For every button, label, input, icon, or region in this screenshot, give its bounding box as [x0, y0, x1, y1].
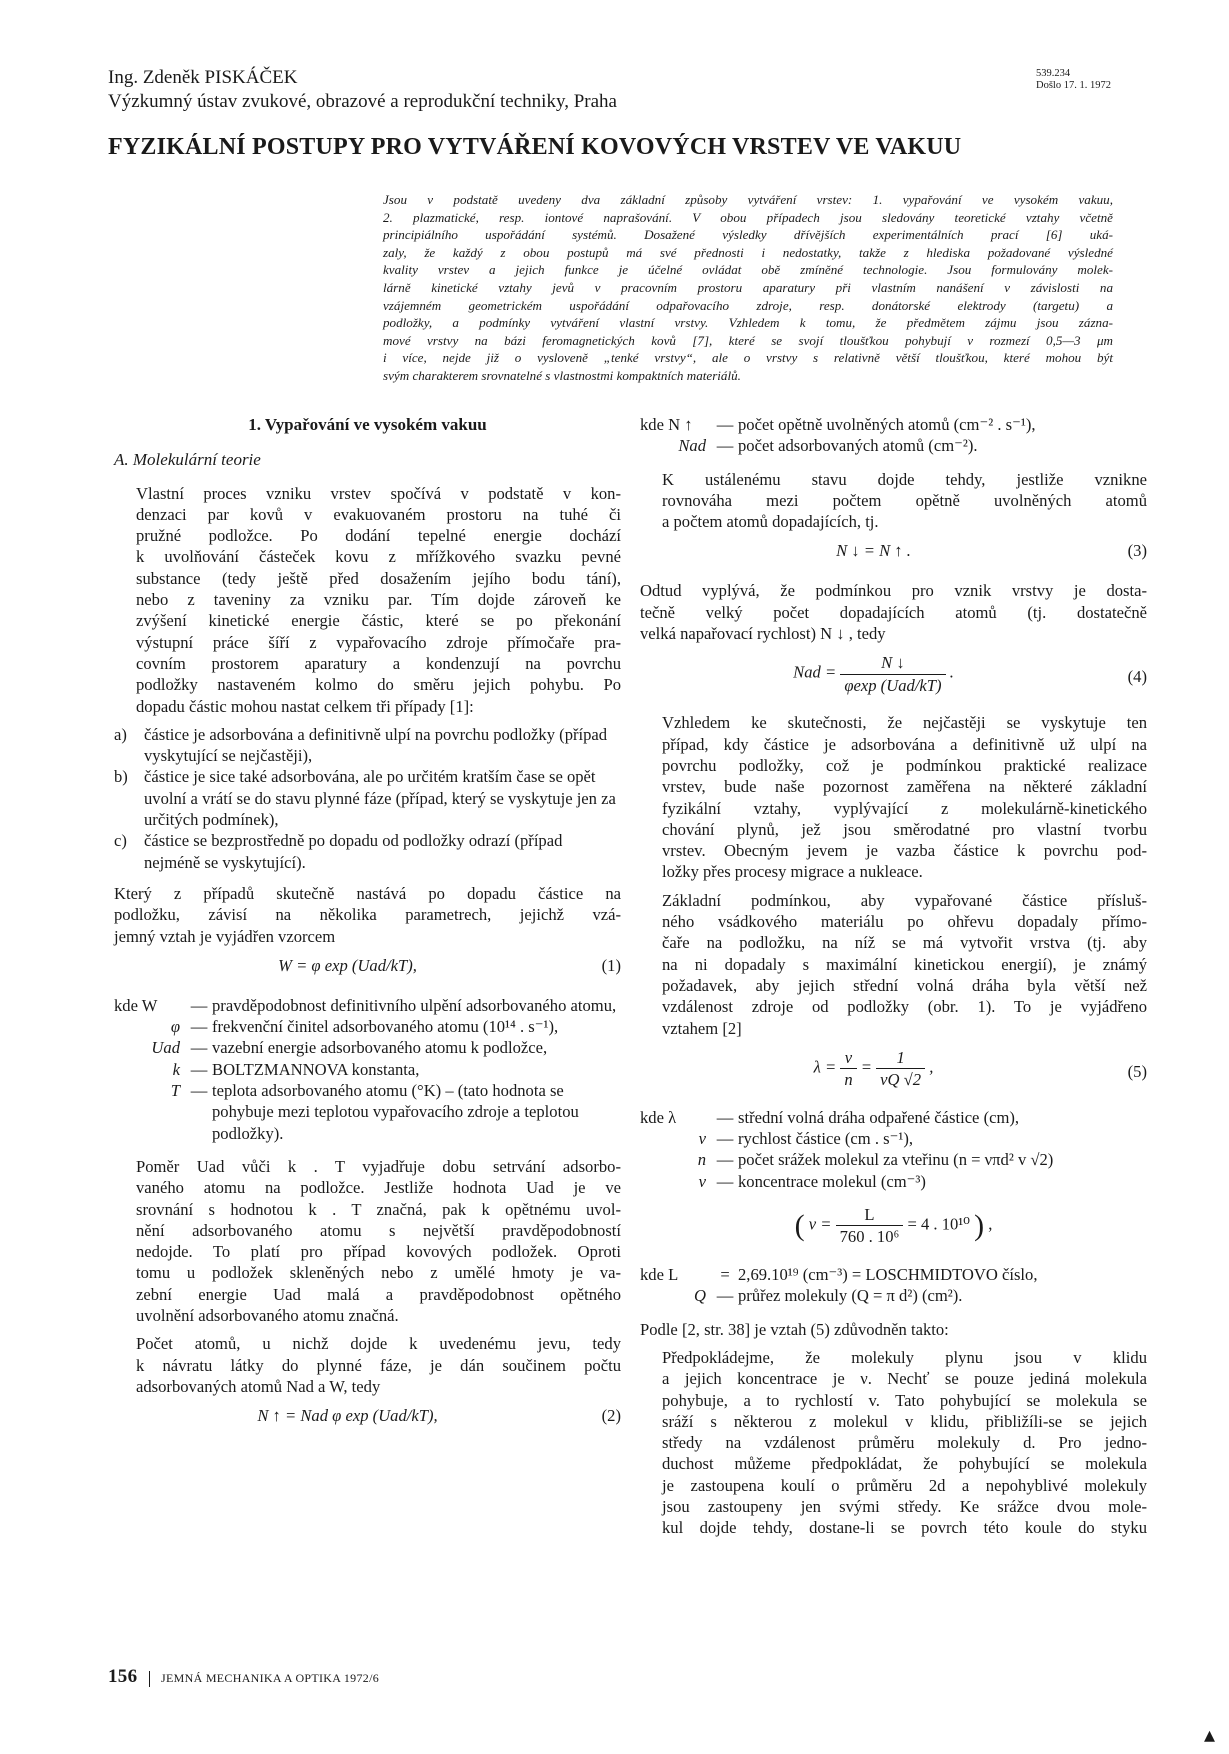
definition-dash: —	[190, 995, 208, 1015]
paragraph	[640, 1319, 1147, 1340]
definition-row	[114, 1059, 621, 1080]
eq5-equals: =	[860, 1057, 872, 1077]
equation-number: (4)	[1127, 667, 1147, 687]
article-title: FYZIKÁLNÍ POSTUPY PRO VYTVÁŘENÍ KOVOVÝCH VRSTEV VE VAKUU	[108, 134, 962, 160]
symbol-definitions	[114, 995, 621, 1144]
equation-expression: N ↓ = N ↑ .	[836, 541, 911, 561]
paragraph	[640, 890, 1147, 1039]
text-line: požadavek, aby jejich střední volná dráha byla větší než	[662, 975, 1147, 995]
abstract-line: zaly, že každý z obou postupů má své přednosti i nedostatky, takže z hlediska požadované výsledné	[383, 244, 1113, 260]
text-line: vrstev, bude naše pozornost zaměřena na některé základní	[662, 777, 1147, 797]
eq5-numerator-2: 1	[876, 1047, 925, 1069]
article-meta	[1036, 68, 1111, 92]
text-line: Který z případů skutečně nastává po dopadu částice na	[114, 883, 621, 903]
cases-list	[114, 724, 621, 873]
definition-dash: —	[716, 436, 734, 456]
eq6-denominator: 760 . 10⁶	[839, 1227, 900, 1247]
text-line: jemný vztah je vyjádřen vzorcem	[114, 926, 336, 946]
definition-dash: —	[190, 1081, 208, 1101]
abstract-line: i více, nejde již o vysloveně „tenké vrstvy“, ale o vrstvy s relativně větší tloušťkou, které mohou být	[383, 350, 1113, 366]
definition-dash: —	[190, 1017, 208, 1037]
eq6-lhs: ν =	[808, 1214, 832, 1234]
text-line: středy na vzdálenost průměru molekuly d. Pro jedno-	[662, 1433, 1147, 1453]
text-line: kul dojde tehdy, dostane-li se povrch této koule do styku	[662, 1518, 1147, 1538]
text-line: Základní podmínkou, aby vypařované částice přísluš-	[662, 890, 1147, 910]
eq4-numerator: N ↓	[840, 652, 945, 674]
left-paren: (	[794, 1209, 805, 1243]
text-line: je zastoupena koulí o průměru 2d a nepohyblivé molekuly	[662, 1475, 1147, 1495]
text-line: čaře na podložku, na níž se má vytvořit vrstva (tj. aby	[662, 933, 1147, 953]
text-line: Předpokládejme, že molekuly plynu jsou v klidu	[662, 1347, 1147, 1367]
text-line: povrchu podložky, což je podmínkou praktické realizace	[662, 755, 1147, 775]
paragraph	[114, 1333, 621, 1397]
definition-text: počet srážek molekul za vteřinu (n = νπd² v √2)	[738, 1150, 1054, 1170]
definition-text: pravděpodobnost definitivního ulpění adsorbovaného atomu,	[212, 995, 617, 1015]
left-column	[114, 414, 621, 1445]
right-column	[640, 414, 1147, 1546]
definition-symbol: n	[697, 1150, 706, 1170]
equation-4	[640, 652, 1147, 702]
definition-symbol: kde λ	[640, 1107, 677, 1127]
text-line: chování plynů, jež jsou směrodatné pro vlastní tvorbu	[662, 819, 1147, 839]
text-line: zvýšení kinetické energie částic, které se po překonání	[136, 611, 621, 631]
equation-number: (5)	[1127, 1061, 1147, 1081]
equation-expression	[640, 1047, 1107, 1091]
text-line: k návratu látky do plynné fáze, je dán součinem počtu	[136, 1355, 621, 1375]
text-line: k uvolňování částeček kovu z mřížkového svazku pevné	[136, 547, 621, 567]
text-line: velká napařovací rychlost) N ↓ , tedy	[640, 624, 886, 644]
definition-row	[640, 435, 1147, 456]
equation-number: (2)	[601, 1406, 621, 1426]
subsection-heading: A. Molekulární teorie	[114, 450, 261, 470]
text-line: případ, kdy částice je adsorbována a definitivně už ulpí na	[662, 734, 1147, 754]
text-line: duchost můžeme předpokládat, že pohybující se molekula	[662, 1454, 1147, 1474]
eq6-tail: ,	[988, 1214, 993, 1234]
definition-symbol: kde L	[640, 1265, 679, 1285]
definition-symbol: Uad	[151, 1038, 180, 1058]
paragraph	[640, 712, 1147, 882]
text-line: zební energie Uad malá a pravděpodobnost opětného	[136, 1284, 621, 1304]
definition-row	[640, 1128, 1147, 1149]
eq6-rhs: = 4 . 10¹⁰	[907, 1214, 970, 1234]
text-line: pohybuje, a to rychlostí v. Tato pohybující se molekula se	[662, 1390, 1147, 1410]
list-label: a)	[114, 724, 127, 744]
author-block	[108, 66, 617, 114]
text-line: pružné podložce. Po dodání tepelné energie dochází	[136, 526, 621, 546]
journal-name: JEMNÁ MECHANIKA A OPTIKA 1972/6	[161, 1671, 380, 1685]
text-line: ložky přes procesy migrace a nukleace.	[662, 862, 923, 882]
eq5-denominator-1: n	[844, 1070, 853, 1090]
eq5-numerator-1: v	[840, 1047, 856, 1069]
definition-text: rychlost částice (cm . s⁻¹),	[738, 1129, 914, 1149]
equation-1	[114, 955, 621, 985]
abstract-line: principiálního uspořádání systémů. Dosažené výsledky dřívějších experimentálních prací [6] uká-	[383, 227, 1113, 243]
paragraph	[640, 1347, 1147, 1539]
text-line: nění adsorbovaného atomu s největší pravděpodobností	[136, 1220, 621, 1240]
equation-number: (3)	[1127, 541, 1147, 561]
text-line: substance (tedy ještě před dosažením jejího bodu tání),	[136, 568, 621, 588]
abstract-line: svým charakterem srovnatelné s vlastnostmi kompaktních materiálů.	[383, 367, 741, 383]
definition-row	[640, 1285, 1147, 1306]
text-line: denzaci par kovů v evakuovaném prostoru na tuhé či	[136, 504, 621, 524]
definition-dash: —	[716, 1150, 734, 1170]
text-line: na ni dopadaly s maximální kinetickou energií), je známý	[662, 954, 1147, 974]
definition-symbol: k	[172, 1059, 180, 1079]
definition-row	[114, 1080, 621, 1144]
definition-row	[640, 1171, 1147, 1192]
paragraph	[114, 883, 621, 947]
text-line: dopadu částic mohou nastat celkem tři případy [1]:	[136, 696, 474, 716]
symbol-definitions	[640, 414, 1147, 457]
eq5-lhs: λ =	[813, 1057, 837, 1077]
definition-row	[640, 1107, 1147, 1128]
equation-number: (1)	[601, 955, 621, 975]
text-line: jsou zastoupeny jen svými středy. Ke srážce dvou mole-	[662, 1496, 1147, 1516]
definition-dash: —	[190, 1059, 208, 1079]
eq4-denominator: φexp (Uad/kT)	[844, 675, 942, 695]
equation-expression: W = φ exp (Uad/kT),	[278, 955, 417, 975]
abstract-line: podložky, a podmínky vytváření vlastní vrstvy. Vzhledem k tomu, že předmětem zájmu jsou zázna-	[383, 315, 1113, 331]
definition-text: počet opětně uvolněných atomů (cm⁻² . s⁻¹),	[738, 415, 1036, 434]
abstract-line: 2. plazmatické, resp. iontové naprašování. V obou případech jsou sledovány teoretické vztahy včetně	[383, 209, 1113, 225]
text-line: fyzikální vztahy, vyplývající z molekulárně-kinetického	[662, 798, 1147, 818]
eq5-fraction-2	[876, 1047, 925, 1091]
definition-symbol: T	[170, 1081, 180, 1101]
eq4-fraction	[840, 652, 945, 696]
definition-text: BOLTZMANNOVA konstanta,	[212, 1059, 420, 1079]
definition-dash: —	[190, 1038, 208, 1058]
paragraph	[640, 469, 1147, 533]
text-line: adsorbovaných atomů Nad a W, tedy	[136, 1376, 381, 1396]
definition-dash: —	[716, 1171, 734, 1191]
eq5-denominator-2: vQ √2	[880, 1070, 922, 1090]
definition-symbol: φ	[170, 1017, 180, 1037]
equation-5	[640, 1047, 1147, 1097]
definition-symbol: v	[698, 1129, 706, 1149]
text-line: Vzhledem ke skutečnosti, že nejčastěji se vyskytuje ten	[662, 713, 1147, 733]
definition-dash: —	[716, 1107, 734, 1127]
definition-text: vazební energie adsorbovaného atomu k podložce,	[212, 1038, 548, 1058]
abstract-line: lárně kinetické vztahy jevů v pracovním prostoru aparatury při vlastním nanášení v závislosti na	[383, 279, 1113, 295]
definition-text: 2,69.10¹⁹ (cm⁻³) = LOSCHMIDTOVO číslo,	[738, 1265, 1038, 1285]
text-line: a počtem atomů dopadajících, tj.	[662, 512, 879, 532]
text-line: podložku, závisí na několika parametrech, jejichž vzá-	[114, 905, 621, 925]
text-line: vztahem [2]	[662, 1018, 742, 1038]
text-line: covním prostorem aparatury a kondenzují na povrchu	[136, 653, 621, 673]
definition-text: počet adsorbovaných atomů (cm⁻²).	[738, 436, 978, 456]
definition-row	[114, 1016, 621, 1037]
text-line: Vlastní proces vzniku vrstev spočívá v podstatě v kon-	[136, 483, 621, 503]
section-heading: 1. Vypařování ve vysokém vakuu	[248, 415, 487, 434]
text-line: Odtud vyplývá, že podmínkou pro vznik vrstvy je dosta-	[640, 581, 1147, 601]
eq4-tail: .	[949, 662, 954, 682]
text-line: srovnání s hodnotou k . T značná, pak k opětnému uvol-	[136, 1199, 621, 1219]
text-line: podložky nastaveném kolmo do směru jejich pohybu. Po	[136, 675, 621, 695]
text-line: tečně velký počet dopadajících atomů (tj. dostatečně	[640, 602, 1147, 622]
corner-mark-icon: ▴	[1203, 1722, 1215, 1747]
text-line: K ustálenému stavu dojde tehdy, jestliže vznikne	[662, 469, 1147, 489]
text-line: nebo z taveniny za vzniku par. Tím dojde zároveň ke	[136, 590, 621, 610]
abstract	[383, 191, 1113, 385]
paragraph	[114, 483, 621, 717]
text-line: Počet atomů, u nichž dojde k uvedenému jevu, tedy	[136, 1334, 621, 1354]
symbol-definitions	[640, 1264, 1147, 1307]
list-label: c)	[114, 831, 127, 851]
list-text: částice je adsorbována a definitivně ulpí na povrchu podložky (případ vyskytující se nejčastěji),	[144, 724, 608, 766]
author-name: Ing. Zdeněk PISKÁČEK	[108, 67, 298, 88]
list-item	[114, 766, 621, 830]
equation-3	[640, 540, 1147, 570]
equation-expression	[640, 1204, 1147, 1248]
udc-code: 539.234	[1036, 68, 1071, 79]
definition-dash: —	[716, 415, 734, 434]
list-item	[114, 830, 621, 873]
definition-symbol: Q	[694, 1286, 706, 1306]
page-footer	[108, 1666, 379, 1688]
text-line: tomu u podložek skleněných nebo z umělé hmoty je va-	[136, 1263, 621, 1283]
list-text: částice je sice také adsorbována, ale po určitém kratším čase se opět uvolní a vrátí se do stavu plynné fáze (případ, který se vyskytuje jen za určitých podmínek),	[144, 767, 616, 830]
definition-row	[640, 1149, 1147, 1170]
definition-text: průřez molekuly (Q = π d²) (cm²).	[738, 1286, 963, 1306]
text-line: vzdálenost zdroje od podložky (obr. 1). To je vyjádřeno	[662, 997, 1147, 1017]
definition-row	[640, 1264, 1147, 1285]
list-text: částice se bezprostředně po dopadu od podložky odrazí (případ nejméně se vyskytující).	[144, 831, 563, 872]
footer-divider	[149, 1671, 150, 1687]
definition-symbol: Nad	[678, 436, 706, 456]
text-line: uvolnění adsorbovaného atomu značná.	[136, 1305, 399, 1325]
text-line: nedojde. To platí pro případ kovových podložek. Oproti	[136, 1242, 621, 1262]
equation-expression	[640, 652, 1107, 696]
definition-text: střední volná dráha odpařené částice (cm),	[738, 1107, 1020, 1127]
equation-2	[114, 1405, 621, 1435]
received-date: Došlo 17. 1. 1972	[1036, 80, 1111, 91]
definition-symbol: kde N ↑	[640, 415, 693, 434]
eq4-lhs: Nad =	[793, 662, 837, 682]
definition-row	[114, 1037, 621, 1058]
abstract-line: vzájemném geometrickém uspořádání odpařovacího zdroje, resp. donátorské elektrody (targetu) a	[383, 297, 1113, 313]
eq5-tail: ,	[929, 1057, 934, 1077]
list-item	[114, 724, 621, 767]
eq6-numerator: L	[836, 1204, 904, 1226]
text-line: Podle [2, str. 38] je vztah (5) zdůvodněn takto:	[640, 1319, 949, 1339]
equation-6	[640, 1204, 1147, 1254]
definition-dash: —	[716, 1129, 734, 1149]
text-line: Poměr Uad vůči k . T vyjadřuje dobu setrvání adsorbo-	[136, 1156, 621, 1176]
text-line: rovnováha mezi počtem opětně uvolněných atomů	[662, 490, 1147, 510]
text-line: výstupní práce šíří z vypařovacího zdroje přímočaře pra-	[136, 632, 621, 652]
definition-sep: —	[716, 1286, 734, 1306]
text-line: a jejich koncentrace je ν. Nechť se pouze jediná molekula	[662, 1369, 1147, 1389]
definition-text: frekvenční činitel adsorbovaného atomu (10¹⁴ . s⁻¹),	[212, 1017, 559, 1037]
eq6-fraction	[836, 1204, 904, 1248]
right-paren: )	[974, 1209, 985, 1243]
list-label: b)	[114, 767, 128, 787]
definition-symbol: ν	[698, 1171, 706, 1191]
text-line: sráží s některou z molekul v klidu, přibližíli-se se jejich	[662, 1411, 1147, 1431]
abstract-line: Jsou v podstatě uvedeny dva základní způsoby vytváření vrstev: 1. vypařování ve vysokém vakuu,	[383, 192, 1113, 207]
equation-expression: N ↑ = Nad φ exp (Uad/kT),	[257, 1406, 438, 1426]
definition-sep: =	[720, 1265, 730, 1285]
abstract-line: kvality vrstev a jejich funkce je účelné ovládat obě zmíněné technologie. Jsou formulovány molek-	[383, 262, 1113, 278]
definition-row	[640, 414, 1147, 435]
definition-symbol: kde W	[114, 995, 158, 1015]
definition-row	[114, 995, 621, 1016]
page-number: 156	[108, 1666, 138, 1687]
symbol-definitions	[640, 1107, 1147, 1192]
text-line: vrstev. Obecným jevem je vazba částice k povrchu pod-	[662, 841, 1147, 861]
paragraph	[114, 1156, 621, 1326]
paragraph	[640, 580, 1147, 644]
text-line: ného vsádkového materiálu po ohřevu dopadaly přímo-	[662, 912, 1147, 932]
author-institution: Výzkumný ústav zvukové, obrazové a reprodukční techniky, Praha	[108, 91, 617, 112]
eq5-fraction-1	[840, 1047, 856, 1091]
definition-text: teplota adsorbovaného atomu (°K) – (tato hodnota se pohybuje mezi teplotou vypařovacího zdroje a teplotou podložky).	[212, 1081, 579, 1143]
definition-text: koncentrace molekul (cm⁻³)	[738, 1171, 926, 1191]
text-line: vaného atomu na podložce. Jestliže hodnota Uad je ve	[136, 1178, 621, 1198]
abstract-line: mové vrstvy na bázi feromagnetických kovů [7], které se svojí tloušťkou pohybují v rozmezí 0,5—3 μm	[383, 332, 1113, 348]
